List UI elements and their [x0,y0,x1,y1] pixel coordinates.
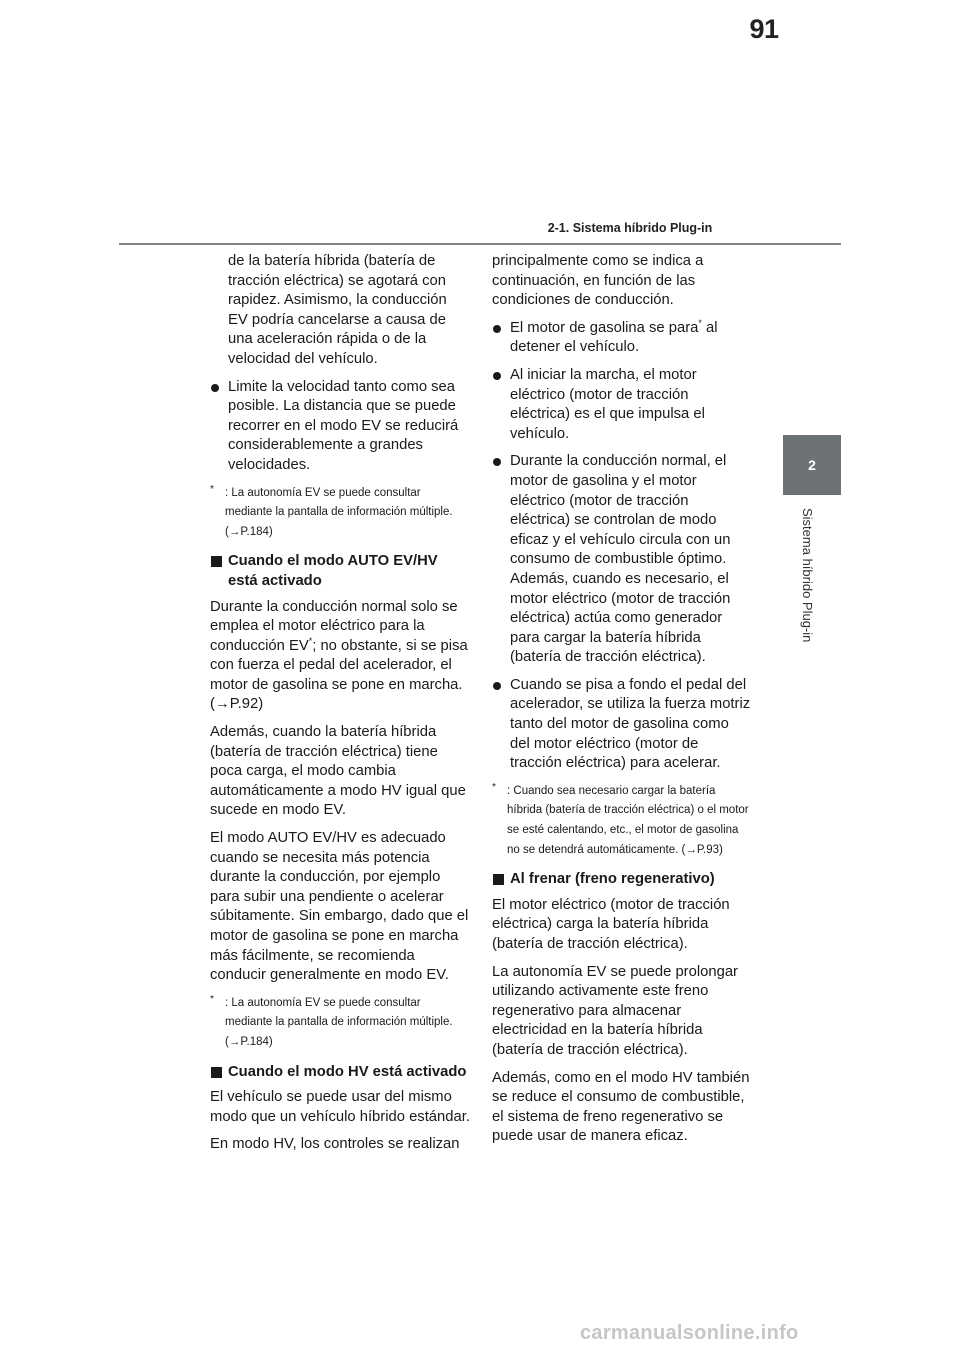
chapter-tab [783,435,841,495]
subsection-heading [210,552,470,591]
header-divider [119,243,841,245]
footnote [210,994,470,1053]
subsection-heading [210,1063,470,1083]
footnote-marker: * [492,781,496,793]
bullet-item [492,319,752,358]
footnote [492,782,752,860]
paragraph-text: Durante la conducción normal solo se emplea el motor eléctrico para la conducción EV [210,598,458,654]
footnote-marker: * [698,317,702,328]
subsection-heading [492,870,752,890]
bullet-item [492,452,752,668]
paragraph: Además, como en el modo HV también se reduce el consumo de combustible, el sistema de freno regenerativo se puede usar de manera eficaz. [492,1069,750,1145]
paragraph: El motor eléctrico (motor de tracción eléctrica) carga la batería híbrida (batería de tracción eléctrica). [492,896,730,952]
footnote-marker: * [308,635,313,646]
chapter-title [799,508,819,708]
page-number: 91 [749,14,779,44]
paragraph: El vehículo se puede usar del mismo modo que un vehículo híbrido estándar. [210,1089,470,1125]
heading-text: Al frenar (freno regenerativo) [510,871,715,888]
paragraph: Además, cuando la batería híbrida (batería de tracción eléctrica) tiene poca carga, el modo cambia automáticamente a modo HV igual que sucede en modo EV. [210,724,466,819]
paragraph: En modo HV, los controles se realizan [210,1136,460,1153]
bullet-text: Durante la conducción normal, el motor de gasolina y el motor eléctrico (motor de tracción eléctrica) se controlan de modo eficaz y el vehículo circula con un consumo de combustible óptimo. Además, cuando es necesario, el motor eléctrico (motor de tracción eléctrica) actúa como generador para cargar la batería híbrida (batería de tracción eléctrica). [510,453,731,666]
bullet-text: Limite la velocidad tanto como sea posible. La distancia que se puede recorrer en el modo EV se reducirá considerablemente a grandes velocidades. [228,378,459,473]
watermark: carmanualsonline.info [580,1322,799,1344]
bullet-text: al detener el vehículo. [510,319,718,356]
paragraph: de la batería híbrida (batería de tracción eléctrica) se agotará con rapidez. Asimismo, la conducción EV podría cancelarse a causa de una aceleración rápida o de la velocidad del vehículo. [228,253,447,367]
heading-text: Cuando el modo AUTO EV/HV está activado [228,553,438,589]
footnote [210,484,470,543]
paragraph: principalmente como se indica a continuación, en función de las condiciones de conducción. [492,253,704,309]
bullet-item [492,676,752,774]
left-column [210,252,470,1163]
paragraph: El modo AUTO EV/HV es adecuado cuando se necesita más potencia durante la conducción, por ejemplo para subir una pendiente o acelerar súbitamente. Sin embargo, dado que el motor de gasolina se pone en marcha más fácilmente, se recomienda conducir generalmente en modo EV. [210,830,469,984]
footnote-text: : La autonomía EV se puede consultar mediante la pantalla de información múltiple. (→P.184) [225,996,453,1048]
bullet-item [492,366,752,444]
paragraph-text: ; no obstante, si se pisa con fuerza el pedal del acelerador, el motor de gasolina se pone en marcha. (→P.92) [210,637,468,713]
bullet-item [210,378,470,476]
bullet-text: Al iniciar la marcha, el motor eléctrico (motor de tracción eléctrica) es el que impulsa el vehículo. [510,366,705,442]
heading-text: Cuando el modo HV está activado [228,1063,467,1080]
bullet-text: El motor de gasolina se para [510,319,699,336]
chapter-title-text: Sistema híbrido Plug-in [800,508,815,643]
footnote-marker: * [210,483,214,495]
bullet-text: Cuando se pisa a fondo el pedal del acelerador, se utiliza la fuerza motriz tanto del motor de gasolina como del motor eléctrico (motor de tracción eléctrica) para acelerar. [510,676,751,772]
right-column [492,252,752,1155]
paragraph: La autonomía EV se puede prolongar utilizando activamente este freno regenerativo para almacenar electricidad en la batería híbrida (batería de tracción eléctrica). [492,963,738,1058]
footnote-text: : Cuando sea necesario cargar la batería híbrida (batería de tracción eléctrica) o el motor se esté calentando, etc., el motor de gasolina no se detendrá automáticamente. (→P.93) [507,784,749,856]
footnote-text: : La autonomía EV se puede consultar mediante la pantalla de información múltiple. (→P.184) [225,486,453,538]
chapter-number: 2 [808,457,816,473]
paragraph [210,598,470,716]
section-header: 2-1. Sistema híbrido Plug-in [547,221,713,235]
footnote-marker: * [210,993,214,1005]
